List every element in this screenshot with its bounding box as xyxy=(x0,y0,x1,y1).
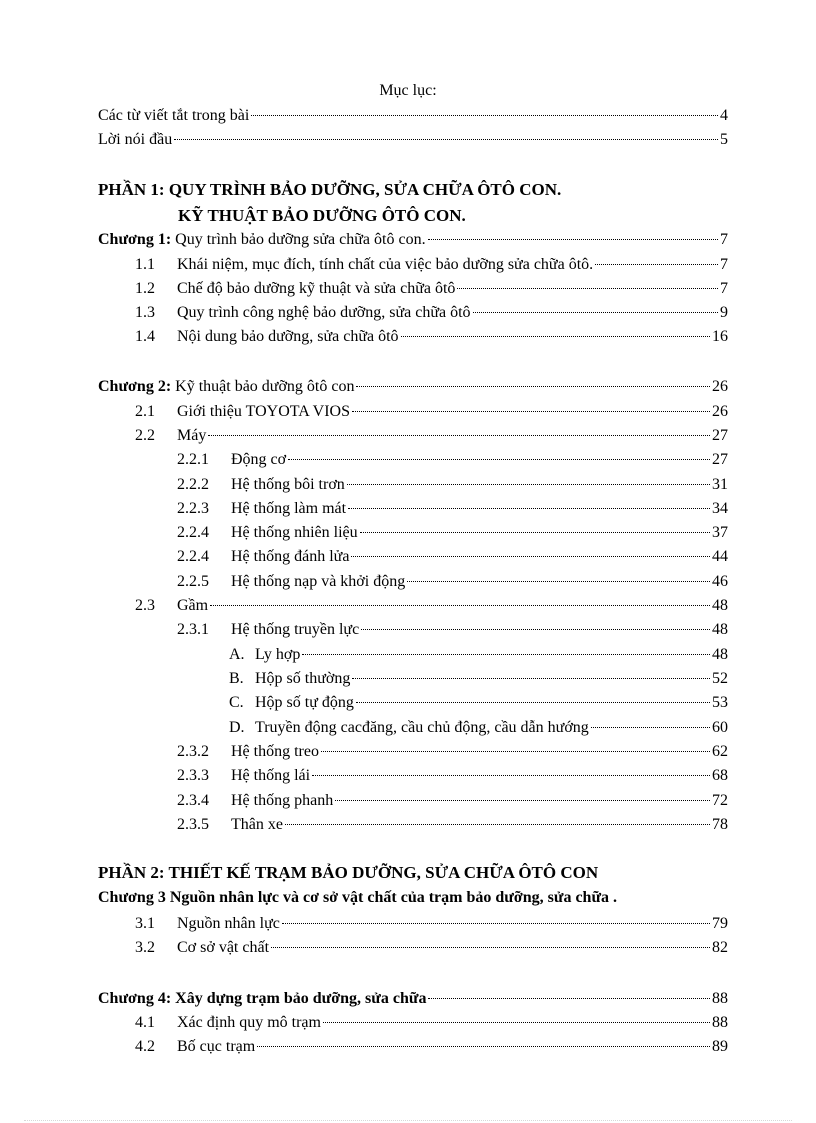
toc-entry-text: Chế độ bảo dưỡng kỹ thuật và sửa chữa ôtô xyxy=(177,280,456,297)
section-number: 2.2.5 xyxy=(177,573,209,590)
toc-entry[interactable] xyxy=(177,742,728,762)
dot-leader xyxy=(257,1045,710,1047)
toc-entry[interactable] xyxy=(177,450,728,470)
dot-leader xyxy=(288,458,710,460)
toc-entry-text: Máy xyxy=(177,427,207,444)
chapter-label: Chương 3 xyxy=(98,889,166,906)
dot-leader xyxy=(360,531,710,533)
toc-entry-page: 53 xyxy=(712,694,728,711)
toc-entry-text: Lời nói đầu xyxy=(98,131,173,148)
dot-leader xyxy=(356,701,710,703)
dot-leader xyxy=(285,823,710,825)
toc-entry-page: 88 xyxy=(712,1014,728,1031)
toc-entry-page: 26 xyxy=(712,403,728,420)
dot-leader xyxy=(407,580,710,582)
dot-leader xyxy=(335,799,710,801)
section-number: 4.1 xyxy=(135,1014,155,1031)
toc-entry[interactable] xyxy=(177,523,728,543)
toc-entry[interactable] xyxy=(135,1013,728,1033)
toc-entry-page: 88 xyxy=(712,990,728,1007)
dot-leader xyxy=(323,1021,710,1023)
toc-entry-page: 27 xyxy=(712,427,728,444)
toc-entry-text: Thân xe xyxy=(231,816,283,833)
toc-entry-text: Cơ sở vật chất xyxy=(177,939,270,956)
section-number: 2.3.1 xyxy=(177,621,209,638)
toc-entry[interactable] xyxy=(177,791,728,811)
toc-entry-text: Ly hợp xyxy=(255,646,301,663)
dot-leader xyxy=(352,677,710,679)
toc-entry[interactable] xyxy=(229,718,728,738)
toc-entry-page: 78 xyxy=(712,816,728,833)
toc-entry-page: 82 xyxy=(712,939,728,956)
toc-entry[interactable] xyxy=(135,596,728,616)
chapter-label: Chương 1: xyxy=(98,231,172,248)
toc-entry[interactable] xyxy=(177,766,728,786)
dot-leader xyxy=(428,238,718,240)
toc-entry-text: Hệ thống treo xyxy=(231,743,319,760)
toc-entry-text: Xác định quy mô trạm xyxy=(177,1014,321,1031)
toc-entry-page: 79 xyxy=(712,915,728,932)
toc-entry-page: 62 xyxy=(712,743,728,760)
toc-title: Mục lục: xyxy=(379,82,437,99)
toc-entry-page: 72 xyxy=(712,792,728,809)
chapter-title: Nguồn nhân lực và cơ sở vật chất của trạm bảo dưỡng, sửa chữa . xyxy=(169,889,618,906)
toc-entry[interactable] xyxy=(135,402,728,422)
section-number: D. xyxy=(229,719,245,736)
page-bottom-rule xyxy=(24,1120,792,1121)
toc-entry-page: 26 xyxy=(712,378,728,395)
toc-entry[interactable] xyxy=(135,914,728,934)
section-number: B. xyxy=(229,670,244,687)
toc-entry[interactable] xyxy=(177,620,728,640)
toc-entry-text: Bố cục trạm xyxy=(177,1038,256,1055)
part2-heading: PHẦN 2: THIẾT KẾ TRẠM BẢO DƯỠNG, SỬA CHỮA ÔTÔ CON xyxy=(98,863,599,882)
dot-leader xyxy=(361,628,710,630)
toc-entry-page: 68 xyxy=(712,767,728,784)
dot-leader xyxy=(351,555,710,557)
toc-entry-page: 7 xyxy=(720,280,728,297)
toc-entry[interactable] xyxy=(177,815,728,835)
toc-entry-page: 16 xyxy=(712,328,728,345)
toc-entry-page: 27 xyxy=(712,451,728,468)
toc-entry-page: 46 xyxy=(712,573,728,590)
dot-leader xyxy=(208,434,710,436)
toc-entry-text: Hệ thống phanh xyxy=(231,792,334,809)
section-number: 2.3.5 xyxy=(177,816,209,833)
toc-entry-text: Hệ thống làm mát xyxy=(231,500,347,517)
dot-leader xyxy=(591,726,710,728)
toc-entry-text: Hộp số tự động xyxy=(255,694,354,711)
dot-leader xyxy=(352,410,710,412)
toc-entry[interactable] xyxy=(177,572,728,592)
chapter-title: Kỹ thuật bảo dưỡng ôtô con xyxy=(175,378,355,395)
chapter-2-entry[interactable] xyxy=(98,377,728,397)
toc-entry[interactable] xyxy=(135,255,728,275)
toc-entry-text: Gầm xyxy=(177,597,209,614)
toc-entry-page: 5 xyxy=(720,131,728,148)
dot-leader xyxy=(473,311,718,313)
dot-leader xyxy=(282,922,710,924)
toc-entry-page: 4 xyxy=(720,107,728,124)
dot-leader xyxy=(347,483,710,485)
toc-entry-page: 37 xyxy=(712,524,728,541)
toc-entry-text: Hệ thống nhiên liệu xyxy=(231,524,358,541)
dot-leader xyxy=(312,774,710,776)
chapter-title: Quy trình bảo dưỡng sửa chữa ôtô con. xyxy=(175,231,426,248)
chapter-label: Chương 2: xyxy=(98,378,172,395)
toc-entry-text: Hộp số thường xyxy=(255,670,351,687)
toc-entry[interactable] xyxy=(177,475,728,495)
toc-entry[interactable] xyxy=(135,1037,728,1057)
section-number: 4.2 xyxy=(135,1038,155,1055)
toc-entry-page: 48 xyxy=(712,597,728,614)
toc-entry-page: 89 xyxy=(712,1038,728,1055)
toc-entry[interactable] xyxy=(229,693,728,713)
toc-entry-text: Hệ thống bôi trơn xyxy=(231,476,345,493)
section-number: C. xyxy=(229,694,244,711)
section-number: 2.3 xyxy=(135,597,155,614)
part1-heading: PHẦN 1: QUY TRÌNH BẢO DƯỠNG, SỬA CHỮA ÔTÔ CON. xyxy=(98,180,562,199)
section-number: 2.2.2 xyxy=(177,476,209,493)
toc-entry-text: Động cơ xyxy=(231,451,287,468)
toc-entry-text: Hệ thống lái xyxy=(231,767,311,784)
section-number: 2.3.3 xyxy=(177,767,209,784)
dot-leader xyxy=(457,287,718,289)
toc-entry-page: 7 xyxy=(720,231,728,248)
toc-entry[interactable] xyxy=(135,303,728,323)
toc-entry-page: 48 xyxy=(712,621,728,638)
section-number: A. xyxy=(229,646,245,663)
toc-entry-page: 7 xyxy=(720,256,728,273)
chapter-title: Xây dựng trạm bảo dưỡng, sửa chữa xyxy=(175,990,427,1007)
section-number: 2.2.4 xyxy=(177,524,209,541)
section-number: 2.2.3 xyxy=(177,500,209,517)
toc-entry-text: Nội dung bảo dưỡng, sửa chữa ôtô xyxy=(177,328,399,345)
chapter-4-entry[interactable] xyxy=(98,989,728,1009)
section-number: 1.4 xyxy=(135,328,155,345)
toc-entry-page: 52 xyxy=(712,670,728,687)
chapter-label: Chương 4: xyxy=(98,990,172,1007)
section-number: 3.1 xyxy=(135,915,155,932)
toc-entry-page: 34 xyxy=(712,500,728,517)
toc-entry-text: Các từ viết tắt trong bài xyxy=(98,107,250,124)
dot-leader xyxy=(302,653,710,655)
section-number: 2.1 xyxy=(135,403,155,420)
toc-entry-page: 44 xyxy=(712,548,728,565)
chapter-3-entry[interactable] xyxy=(98,888,738,908)
dot-leader xyxy=(401,335,710,337)
toc-entry[interactable] xyxy=(98,130,728,150)
toc-entry[interactable] xyxy=(135,279,728,299)
toc-entry-page: 9 xyxy=(720,304,728,321)
dot-leader xyxy=(595,263,718,265)
toc-entry-text: Truyền động cacđăng, cầu chủ động, cầu dẫn hướng xyxy=(255,719,589,736)
toc-entry[interactable] xyxy=(98,106,728,126)
section-number: 3.2 xyxy=(135,939,155,956)
toc-entry-page: 48 xyxy=(712,646,728,663)
toc-entry[interactable] xyxy=(229,669,728,689)
toc-entry[interactable] xyxy=(135,938,728,958)
toc-entry-text: Hệ thống nạp và khởi động xyxy=(231,573,406,590)
section-number: 2.2 xyxy=(135,427,155,444)
toc-entry[interactable] xyxy=(229,645,728,665)
toc-entry-text: Nguồn nhân lực xyxy=(177,915,280,932)
toc-entry-text: Hệ thống đánh lửa xyxy=(231,548,350,565)
dot-leader xyxy=(251,114,718,116)
section-number: 2.2.4 xyxy=(177,548,209,565)
section-number: 2.2.1 xyxy=(177,451,209,468)
dot-leader xyxy=(271,946,710,948)
section-number: 2.3.4 xyxy=(177,792,209,809)
toc-entry-text: Khái niệm, mục đích, tính chất của việc bảo dưỡng sửa chữa ôtô. xyxy=(177,256,594,273)
toc-entry[interactable] xyxy=(135,426,728,446)
toc-entry[interactable] xyxy=(177,499,728,519)
dot-leader xyxy=(348,507,710,509)
dot-leader xyxy=(428,997,710,999)
section-number: 2.3.2 xyxy=(177,743,209,760)
section-number: 1.3 xyxy=(135,304,155,321)
toc-entry[interactable] xyxy=(135,327,728,347)
part1-heading-line2: KỸ THUẬT BẢO DƯỠNG ÔTÔ CON. xyxy=(178,206,466,225)
dot-leader xyxy=(321,750,710,752)
toc-entry-text: Giới thiệu TOYOTA VIOS xyxy=(177,403,350,420)
toc-entry-text: Quy trình công nghệ bảo dưỡng, sửa chữa ôtô xyxy=(177,304,471,321)
dot-leader xyxy=(210,604,710,606)
toc-entry-text: Hệ thống truyền lực xyxy=(231,621,360,638)
dot-leader xyxy=(174,138,718,140)
dot-leader xyxy=(356,385,710,387)
toc-entry[interactable] xyxy=(177,547,728,567)
toc-entry-page: 60 xyxy=(712,719,728,736)
chapter-1-entry[interactable] xyxy=(98,230,728,250)
section-number: 1.1 xyxy=(135,256,155,273)
section-number: 1.2 xyxy=(135,280,155,297)
toc-entry-page: 31 xyxy=(712,476,728,493)
